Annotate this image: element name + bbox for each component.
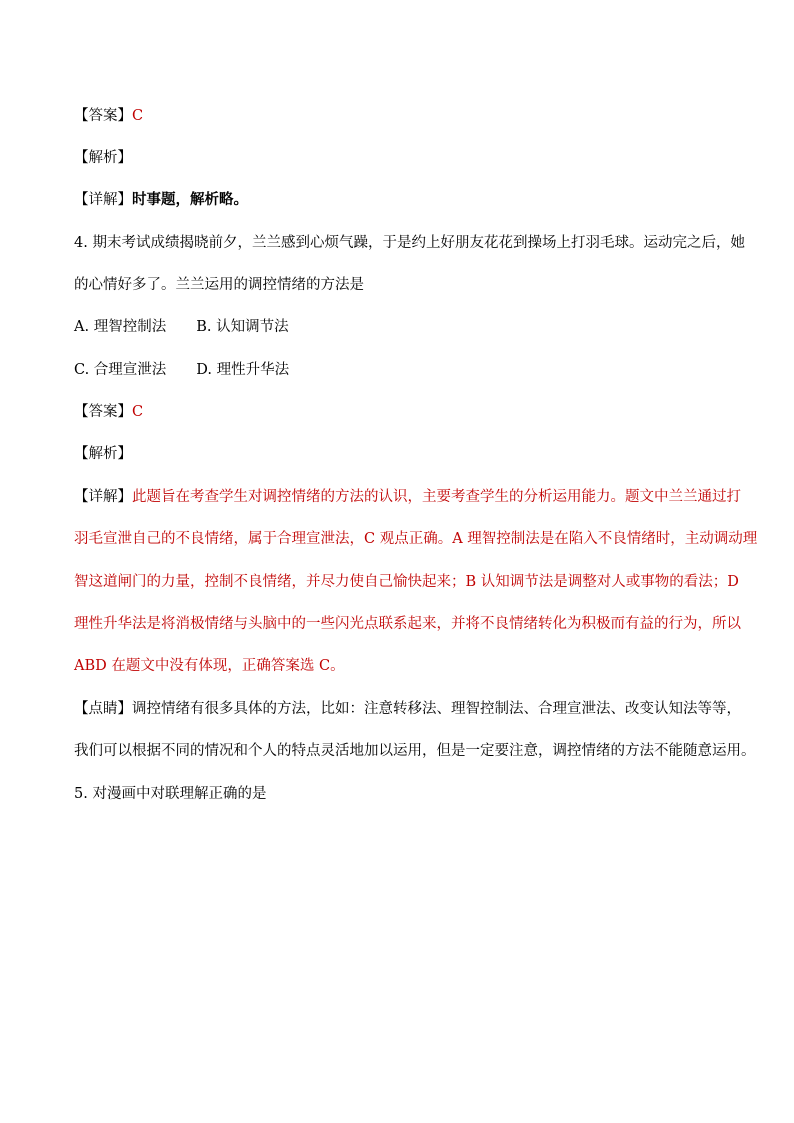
q3-answer-value: C <box>132 108 144 124</box>
q4-detail-line-5: ABD 在题文中没有体现，正确答案选 C。 <box>74 658 345 674</box>
q4-tip-line-1 <box>74 699 741 719</box>
q5-stem: 5. 对漫画中对联理解正确的是 <box>74 786 267 802</box>
q4-option-d: D. 理性升华法 <box>196 362 290 378</box>
q4-option-c: C. 合理宣泄法 <box>74 362 167 378</box>
q3-answer-line <box>74 106 143 126</box>
q4-stem-line-2: 的心情好多了。兰兰运用的调控情绪的方法是 <box>74 277 364 293</box>
q4-answer-line <box>74 402 143 422</box>
q4-option-b: B. 认知调节法 <box>196 319 289 335</box>
q4-detail-line-2: 羽毛宣泄自己的不良情绪，属于合理宣泄法，C 观点正确。A 理智控制法是在陷入不良情绪时，主动调动理 <box>74 531 758 547</box>
q4-tip-label: 【点睛】 <box>74 701 132 717</box>
q4-answer-label: 【答案】 <box>74 404 132 420</box>
q4-options-row-2 <box>74 360 289 380</box>
q4-option-a: A. 理智控制法 <box>74 319 167 335</box>
q3-detail-line <box>74 190 248 210</box>
q3-answer-label: 【答案】 <box>74 108 132 124</box>
q3-detail-label: 【详解】 <box>74 192 132 208</box>
q4-tip-text-1: 调控情绪有很多具体的方法，比如：注意转移法、理智控制法、合理宣泄法、改变认知法等等， <box>132 701 741 717</box>
q3-detail-text: 时事题，解析略。 <box>132 191 248 208</box>
q4-detail-label: 【详解】 <box>74 489 132 505</box>
q4-detail-line-1 <box>74 487 741 507</box>
q4-answer-value: C <box>132 404 144 420</box>
q4-tip-line-2: 我们可以根据不同的情况和个人的特点灵活地加以运用，但是一定要注意，调控情绪的方法不能随意运用。 <box>74 743 756 759</box>
q4-detail-line-3: 智这道闸门的力量，控制不良情绪，并尽力使自己愉快起来；B 认知调节法是调整对人或事物的看法；D <box>74 574 739 590</box>
q4-detail-line-4: 理性升华法是将消极情绪与头脑中的一些闪光点联系起来，并将不良情绪转化为积极而有益的行为，所以 <box>74 616 741 632</box>
q4-stem-line-1: 4. 期末考试成绩揭晓前夕，兰兰感到心烦气躁，于是约上好朋友花花到操场上打羽毛球。运动完之后，她 <box>74 235 745 251</box>
q4-options-row-1 <box>74 317 289 337</box>
q3-analysis-label: 【解析】 <box>74 150 132 166</box>
q4-analysis-label: 【解析】 <box>74 446 132 462</box>
q4-detail-text-1: 此题旨在考查学生对调控情绪的方法的认识，主要考查学生的分析运用能力。题文中兰兰通过打 <box>132 489 741 505</box>
